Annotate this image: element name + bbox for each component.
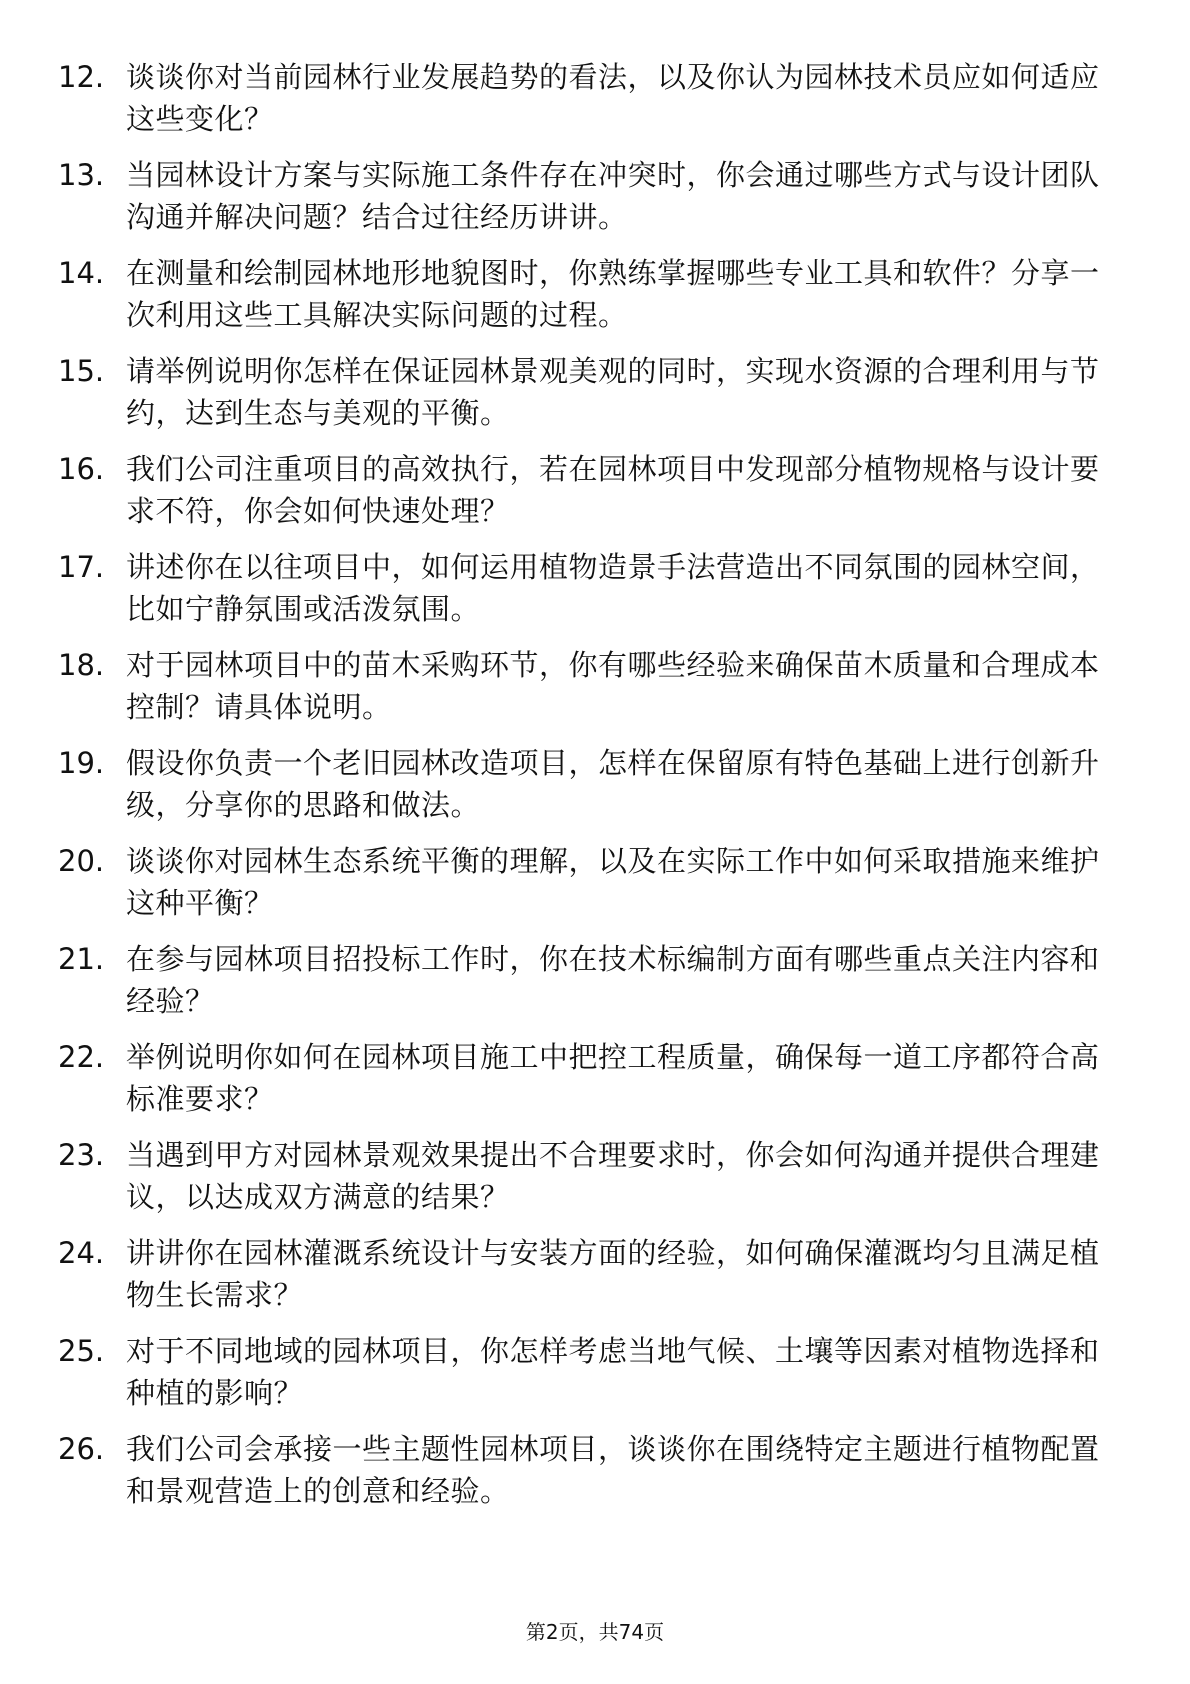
question-text: 我们公司会承接一些主题性园林项目，谈谈你在围绕特定主题进行植物配置和景观营造上的创意和经验。	[126, 1432, 1100, 1508]
question-number: 25.	[58, 1334, 105, 1368]
page-footer: 第2页，共74页	[525, 1620, 665, 1644]
question-number: 15.	[58, 354, 105, 388]
question-text: 讲讲你在园林灌溉系统设计与安装方面的经验，如何确保灌溉均匀且满足植物生长需求？	[126, 1236, 1100, 1312]
question-item	[58, 1330, 1118, 1428]
question-text: 在参与园林项目招投标工作时，你在技术标编制方面有哪些重点关注内容和经验？	[126, 942, 1100, 1018]
question-item	[58, 252, 1118, 350]
question-number: 20.	[58, 844, 105, 878]
question-text: 对于园林项目中的苗木采购环节，你有哪些经验来确保苗木质量和合理成本控制？请具体说明。	[126, 648, 1100, 724]
question-item	[58, 1134, 1118, 1232]
question-number: 19.	[58, 746, 105, 780]
question-item	[58, 154, 1118, 252]
question-number: 14.	[58, 256, 105, 290]
question-item	[58, 840, 1118, 938]
question-item	[58, 742, 1118, 840]
question-text: 谈谈你对当前园林行业发展趋势的看法，以及你认为园林技术员应如何适应这些变化？	[126, 60, 1100, 136]
question-item	[58, 644, 1118, 742]
question-text: 讲述你在以往项目中，如何运用植物造景手法营造出不同氛围的园林空间，比如宁静氛围或活泼氛围。	[126, 550, 1100, 626]
question-item	[58, 56, 1118, 154]
question-text: 我们公司注重项目的高效执行，若在园林项目中发现部分植物规格与设计要求不符，你会如何快速处理？	[126, 452, 1100, 528]
question-item	[58, 546, 1118, 644]
question-item	[58, 448, 1118, 546]
question-number: 12.	[58, 60, 105, 94]
question-text: 当遇到甲方对园林景观效果提出不合理要求时，你会如何沟通并提供合理建议，以达成双方满意的结果？	[126, 1138, 1100, 1214]
question-number: 21.	[58, 942, 105, 976]
question-text: 当园林设计方案与实际施工条件存在冲突时，你会通过哪些方式与设计团队沟通并解决问题？结合过往经历讲讲。	[126, 158, 1100, 234]
question-number: 22.	[58, 1040, 105, 1074]
question-text: 在测量和绘制园林地形地貌图时，你熟练掌握哪些专业工具和软件？分享一次利用这些工具解决实际问题的过程。	[126, 256, 1100, 332]
question-item	[58, 1428, 1118, 1526]
question-list	[58, 56, 1118, 1526]
question-number: 16.	[58, 452, 105, 486]
question-text: 请举例说明你怎样在保证园林景观美观的同时，实现水资源的合理利用与节约，达到生态与美观的平衡。	[126, 354, 1100, 430]
question-number: 17.	[58, 550, 105, 584]
question-text: 假设你负责一个老旧园林改造项目，怎样在保留原有特色基础上进行创新升级，分享你的思路和做法。	[126, 746, 1100, 822]
question-text: 对于不同地域的园林项目，你怎样考虑当地气候、土壤等因素对植物选择和种植的影响？	[126, 1334, 1100, 1410]
question-number: 13.	[58, 158, 105, 192]
question-item	[58, 1232, 1118, 1330]
question-item	[58, 350, 1118, 448]
question-number: 24.	[58, 1236, 105, 1270]
question-number: 18.	[58, 648, 105, 682]
question-number: 23.	[58, 1138, 105, 1172]
question-number: 26.	[58, 1432, 105, 1466]
question-text: 谈谈你对园林生态系统平衡的理解，以及在实际工作中如何采取措施来维护这种平衡？	[126, 844, 1100, 920]
question-item	[58, 938, 1118, 1036]
question-text: 举例说明你如何在园林项目施工中把控工程质量，确保每一道工序都符合高标准要求？	[126, 1040, 1100, 1116]
question-item	[58, 1036, 1118, 1134]
